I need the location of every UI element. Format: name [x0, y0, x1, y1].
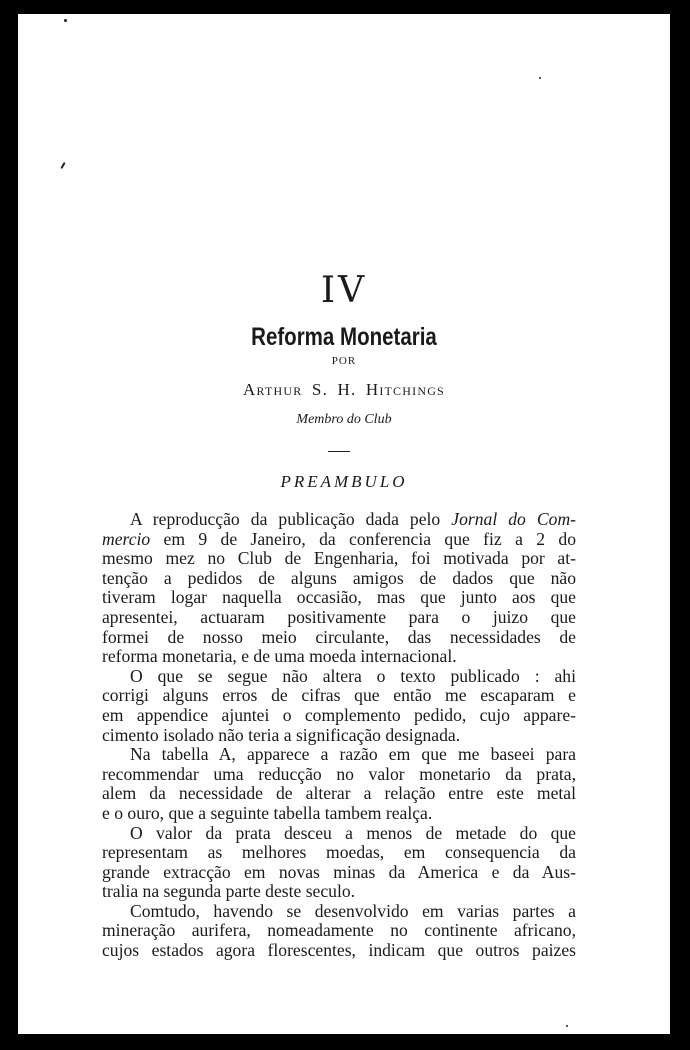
text-line: em appendice ajuntei o complemento pedido, cujo appare- — [102, 705, 576, 725]
text-line: alem da necessidade de alterar a relação entre este metal — [102, 784, 576, 804]
text-line: apresentei, actuaram positivamente para o juizo que — [102, 607, 576, 627]
author-name: Arthur S. H. Hitchings — [243, 380, 445, 399]
chapter-title: Reforma Monetaria — [251, 322, 437, 351]
book-page — [18, 14, 670, 1034]
text-line: tiveram logar naquella occasião, mas que junto aos que — [102, 588, 576, 608]
text-line: O valor da prata desceu a menos de metade do que — [130, 823, 576, 843]
text-line: formei de nosso meio circulante, das necessidades de — [102, 627, 576, 647]
author-affiliation: Membro do Club — [296, 412, 392, 427]
body-text — [102, 510, 576, 961]
chapter-number: IV — [320, 270, 368, 312]
section-heading: PREAMBULO — [280, 472, 408, 491]
title-divider — [328, 451, 350, 452]
text-line: tenção a pedidos de alguns amigos de dados que não — [102, 568, 576, 588]
text-line: A reproducção da publicação dada pelo Jornal do Com- — [130, 510, 576, 529]
text-line: representam as melhores moedas, em consequencia da — [102, 843, 576, 863]
text-line: recommendar uma reducção no valor monetario da prata, — [102, 764, 576, 784]
speck-mark — [539, 77, 541, 79]
text-line: reforma monetaria, e de uma moeda internacional. — [102, 647, 457, 667]
speck-mark — [60, 162, 65, 169]
text-line: cujos estados agora florescentes, indicam que outros paizes — [102, 941, 576, 961]
text-line: mercio em 9 de Janeiro, da conferencia que fiz a 2 do — [102, 529, 576, 549]
speck-mark — [64, 19, 67, 22]
text-line: grande extracção em novas minas da America e da Aus- — [102, 862, 576, 882]
speck-mark — [566, 1025, 568, 1027]
author-by-label: POR — [331, 355, 357, 367]
text-line: e o ouro, que a seguinte tabella tambem realça. — [102, 803, 433, 823]
text-line: cimento isolado não teria a significação designada. — [102, 725, 461, 745]
text-line: mineração aurifera, nomeadamente no continente africano, — [102, 921, 576, 941]
text-line: corrigi alguns erros de cifras que então me escaparam e — [102, 686, 576, 706]
text-line: tralia na segunda parte deste seculo. — [102, 882, 356, 902]
text-line: Na tabella A, apparece a razão em que me baseei para — [130, 745, 576, 765]
text-line: mesmo mez no Club de Engenharia, foi motivada por at- — [102, 549, 576, 569]
text-line: Comtudo, havendo se desenvolvido em varias partes a — [130, 901, 576, 921]
text-line: O que se segue não altera o texto publicado : ahi — [130, 666, 576, 686]
